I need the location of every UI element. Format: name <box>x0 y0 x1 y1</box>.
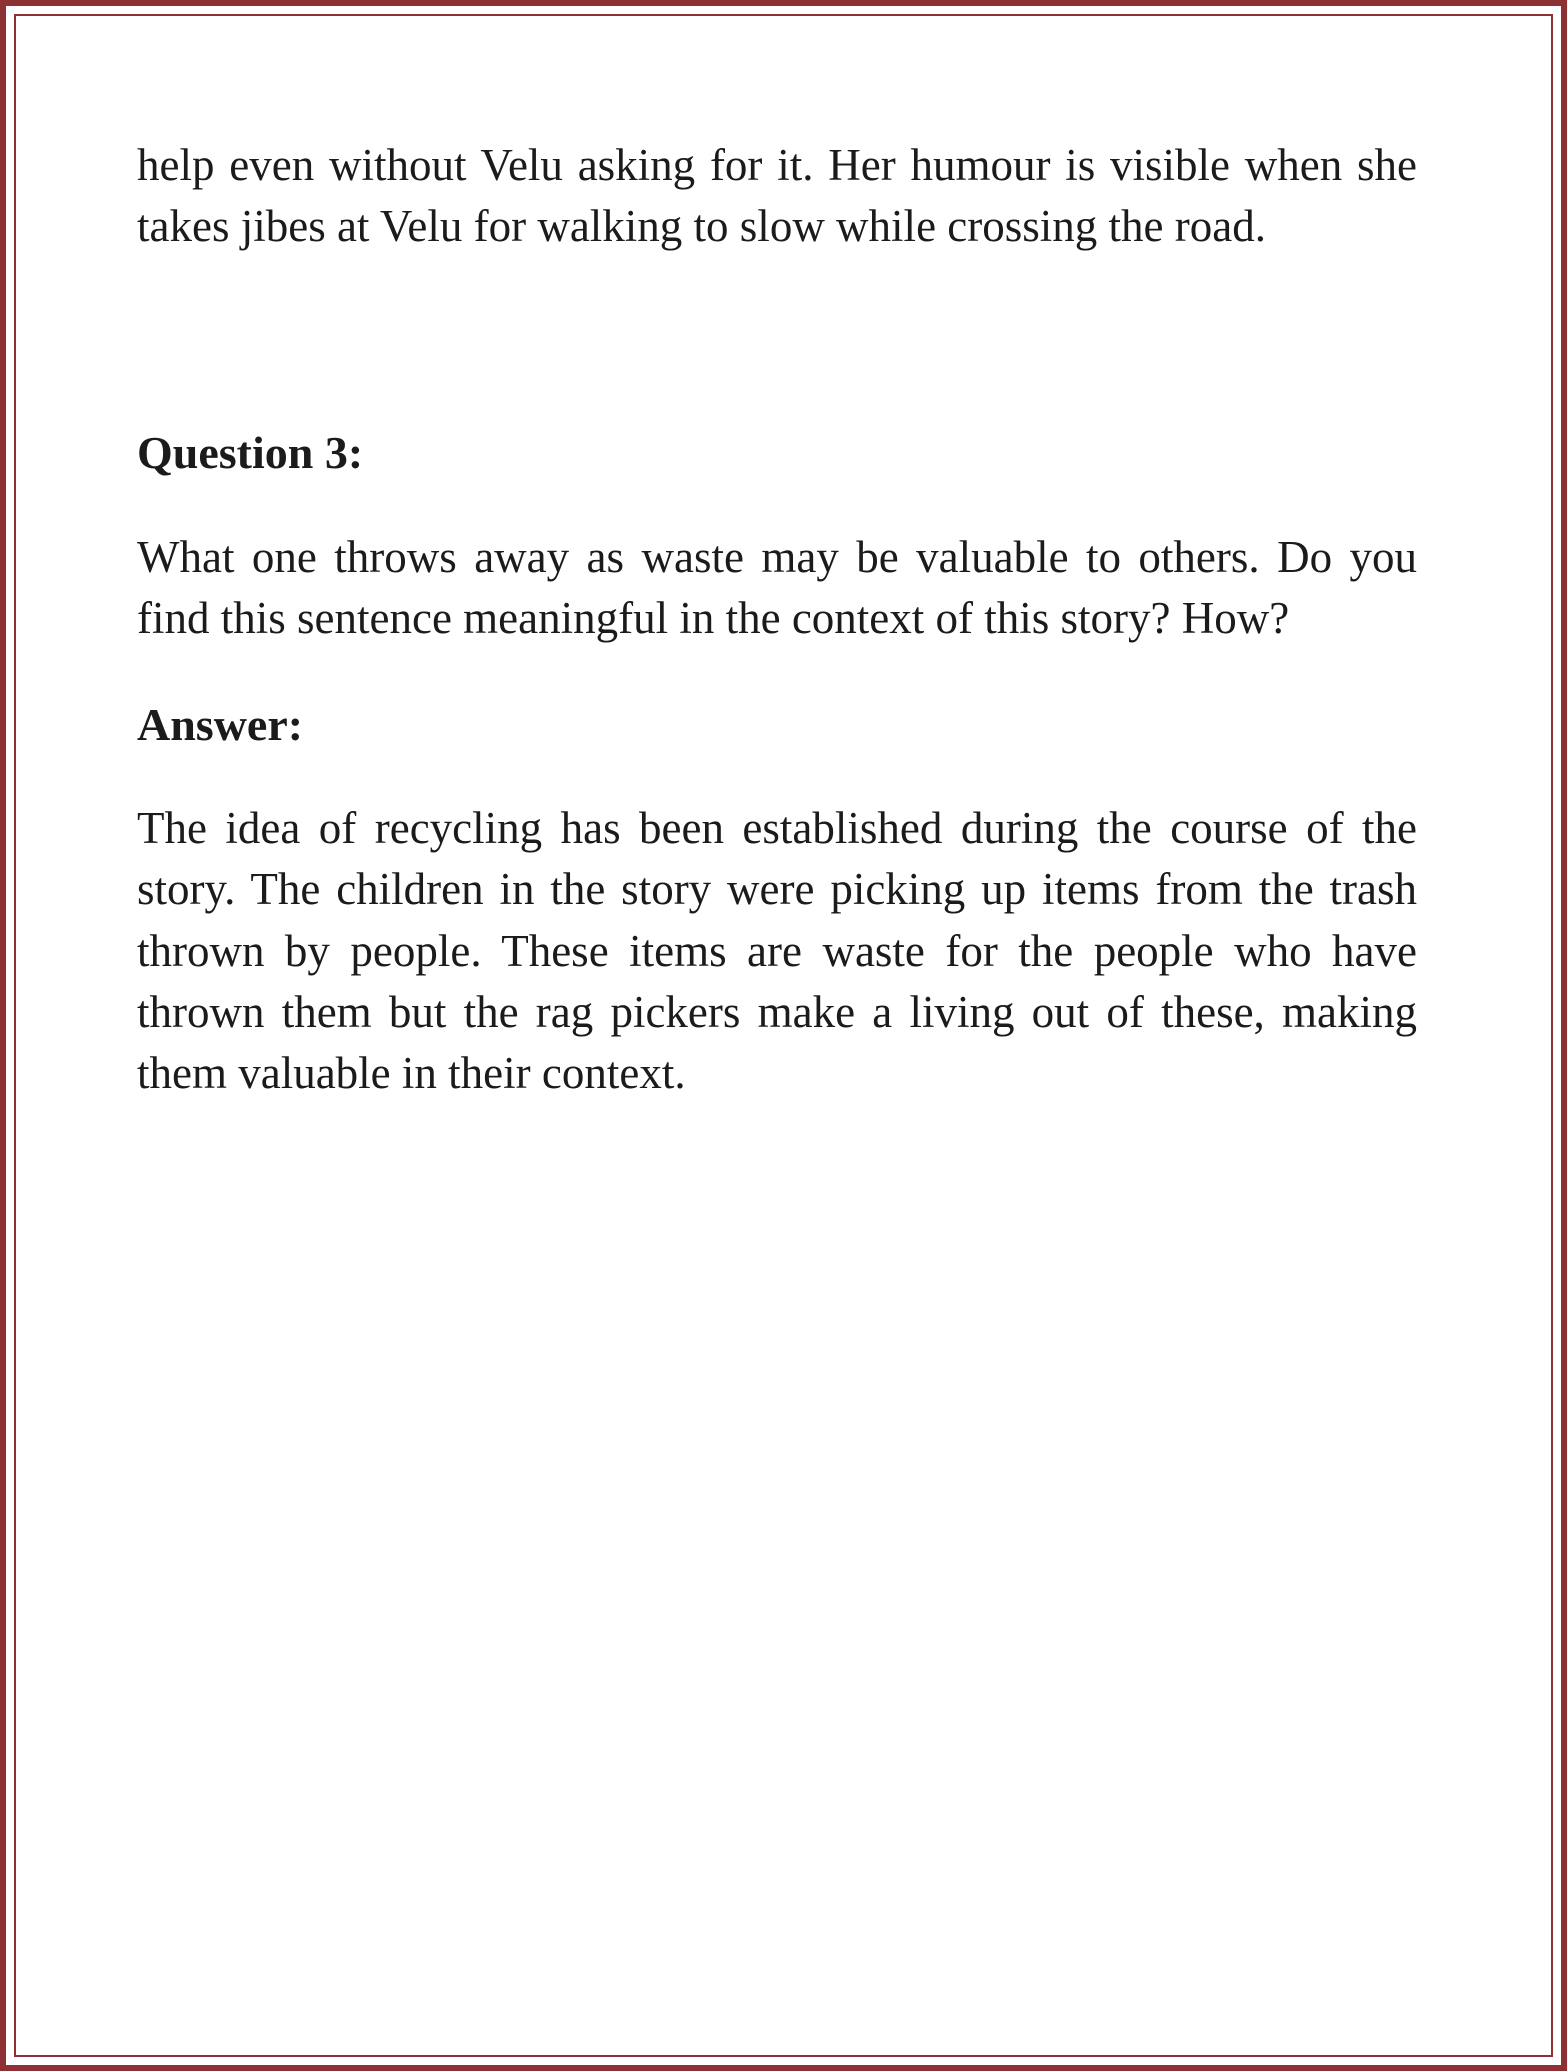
answer-label: Answer: <box>137 698 304 750</box>
question-3-heading: Question 3: <box>137 427 364 479</box>
continuation-paragraph: help even without Velu asking for it. Her humour is visible when she takes jibes at Velu for walking to slow while crossing the road. <box>137 140 1417 252</box>
answer-paragraph: The idea of recycling has been established during the course of the story. The children in the story were picking up items from the trash thrown by people. These items are waste for the people who have thrown them but the rag pickers make a living out of these, making them valuable in their context. <box>137 803 1417 1098</box>
question-3-text: What one throws away as waste may be valuable to others. Do you find this sentence meaningful in the context of this story? How? <box>137 531 1417 643</box>
document-page <box>137 135 1417 1104</box>
